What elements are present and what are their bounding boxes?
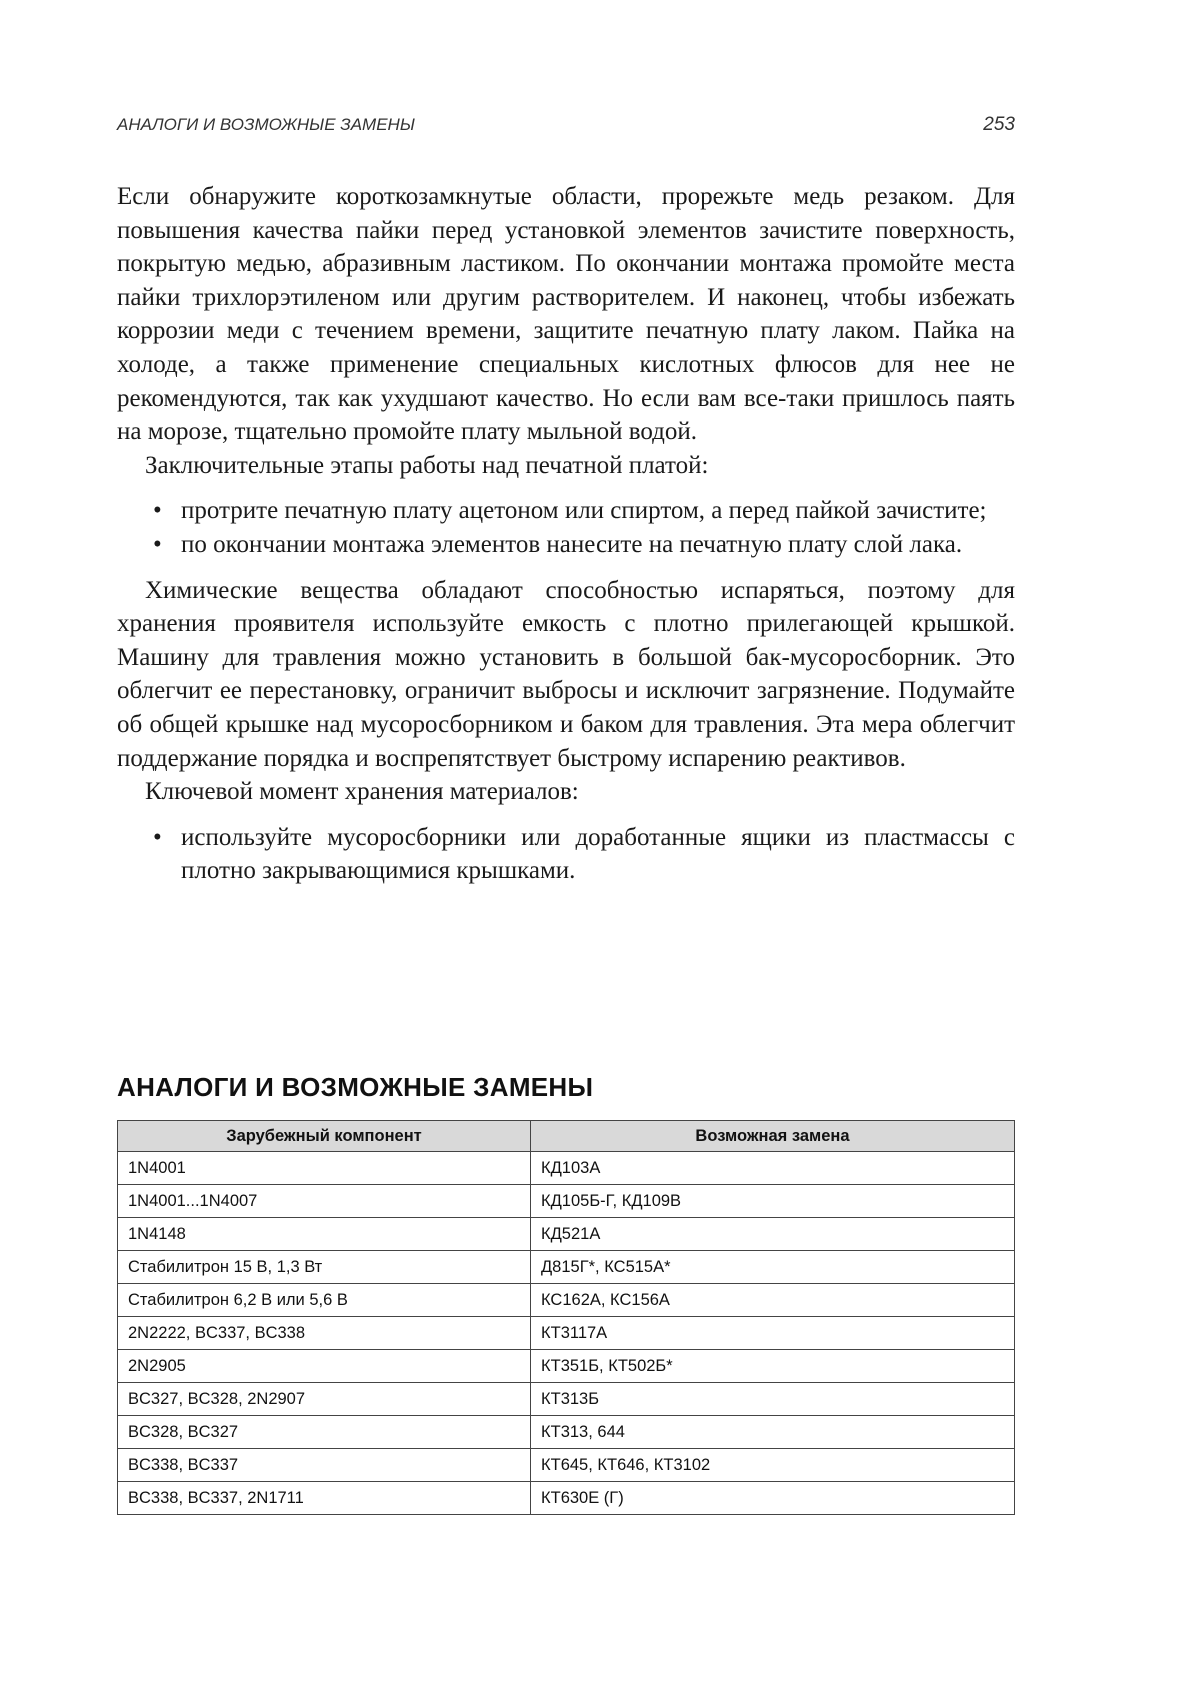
table-header-row (118, 1121, 1015, 1152)
table-cell: КС162А, КС156А (531, 1284, 1015, 1317)
storage-list (117, 821, 1015, 888)
running-head (117, 114, 1015, 136)
table-cell: Стабилитрон 15 В, 1,3 Вт (118, 1251, 531, 1284)
table-row (118, 1185, 1015, 1218)
section-title: АНАЛОГИ И ВОЗМОЖНЫЕ ЗАМЕНЫ (117, 1072, 594, 1102)
paragraph-storage: Ключевой момент хранения материалов: (145, 778, 579, 806)
table-cell: КТ3117А (531, 1317, 1015, 1350)
table-cell: КТ313, 644 (531, 1416, 1015, 1449)
table-cell: 1N4001 (118, 1152, 531, 1185)
table-row (118, 1317, 1015, 1350)
paragraph-chemicals: Химические вещества обладают способностью испаряться, поэтому для хранения проявителя используйте емкость с плотно прилегающей крышкой. Машину для травления можно установить в большой бак-мусоросборник. Это облегчит ее перестановку, ограничит выбросы и исключит загрязнение. Подумайте об общей крышке над мусоросборником и баком для травления. Эта мера облегчит поддержание порядка и воспрепятствует быстрому испарению реактивов. (117, 576, 1015, 772)
table-cell: КД521А (531, 1218, 1015, 1251)
column-header-replacement: Возможная замена (531, 1121, 1015, 1152)
running-title: АНАЛОГИ И ВОЗМОЖНЫЕ ЗАМЕНЫ (117, 115, 415, 134)
table-row (118, 1251, 1015, 1284)
table-cell: КТ351Б, КТ502Б* (531, 1350, 1015, 1383)
body-text (117, 180, 1015, 900)
table-row (118, 1350, 1015, 1383)
table-row (118, 1449, 1015, 1482)
table-cell: Д815Г*, КС515А* (531, 1251, 1015, 1284)
table-cell: BC338, BC337, 2N1711 (118, 1482, 531, 1515)
paragraph-soldering: Если обнаружите короткозамкнутые области, прорежьте медь резаком. Для повышения качества пайки перед установкой элементов зачистите поверхность, покрытую медью, абразивным ластиком. По окончании монтажа промойте места пайки трихлорэтиленом или другим растворителем. И наконец, чтобы избежать коррозии меди с течением времени, защитите печатную плату лаком. Пайка на холоде, а также применение специальных кислотных флюсов для нее не рекомендуются, так как ухудшают качество. Но если вам все-таки пришлось паять на морозе, тщательно промойте плату мыльной водой. (117, 183, 1015, 446)
list-item: • используйте мусоросборники или доработанные ящики из пластмассы с плотно закрывающимися крышками. (117, 821, 1015, 888)
table-cell: КТ645, КТ646, КТ3102 (531, 1449, 1015, 1482)
table-cell: BC338, BC337 (118, 1449, 531, 1482)
list-item: • по окончании монтажа элементов нанесите на печатную плату слой лака. (117, 528, 1015, 562)
list-item: • протрите печатную плату ацетоном или спиртом, а перед пайкой зачистите; (117, 494, 1015, 528)
table-row (118, 1284, 1015, 1317)
analogs-table (117, 1120, 1015, 1515)
page-number: 253 (983, 114, 1015, 135)
table-cell: КТ630Е (Г) (531, 1482, 1015, 1515)
table-cell: 2N2222, BC337, BC338 (118, 1317, 531, 1350)
table-cell: КД105Б-Г, КД109В (531, 1185, 1015, 1218)
table-cell: 1N4001...1N4007 (118, 1185, 531, 1218)
table-cell: КТ313Б (531, 1383, 1015, 1416)
table-cell: 2N2905 (118, 1350, 531, 1383)
table-row (118, 1482, 1015, 1515)
table-row (118, 1152, 1015, 1185)
table-cell: BC328, BC327 (118, 1416, 531, 1449)
table-cell: BC327, BC328, 2N2907 (118, 1383, 531, 1416)
final-stages-list (117, 494, 1015, 561)
table-row (118, 1416, 1015, 1449)
table-cell: КД103А (531, 1152, 1015, 1185)
paragraph-final-stages: Заключительные этапы работы над печатной платой: (145, 451, 709, 479)
column-header-foreign: Зарубежный компонент (118, 1121, 531, 1152)
table-row (118, 1218, 1015, 1251)
table-cell: 1N4148 (118, 1218, 531, 1251)
table-row (118, 1383, 1015, 1416)
table-cell: Стабилитрон 6,2 В или 5,6 В (118, 1284, 531, 1317)
